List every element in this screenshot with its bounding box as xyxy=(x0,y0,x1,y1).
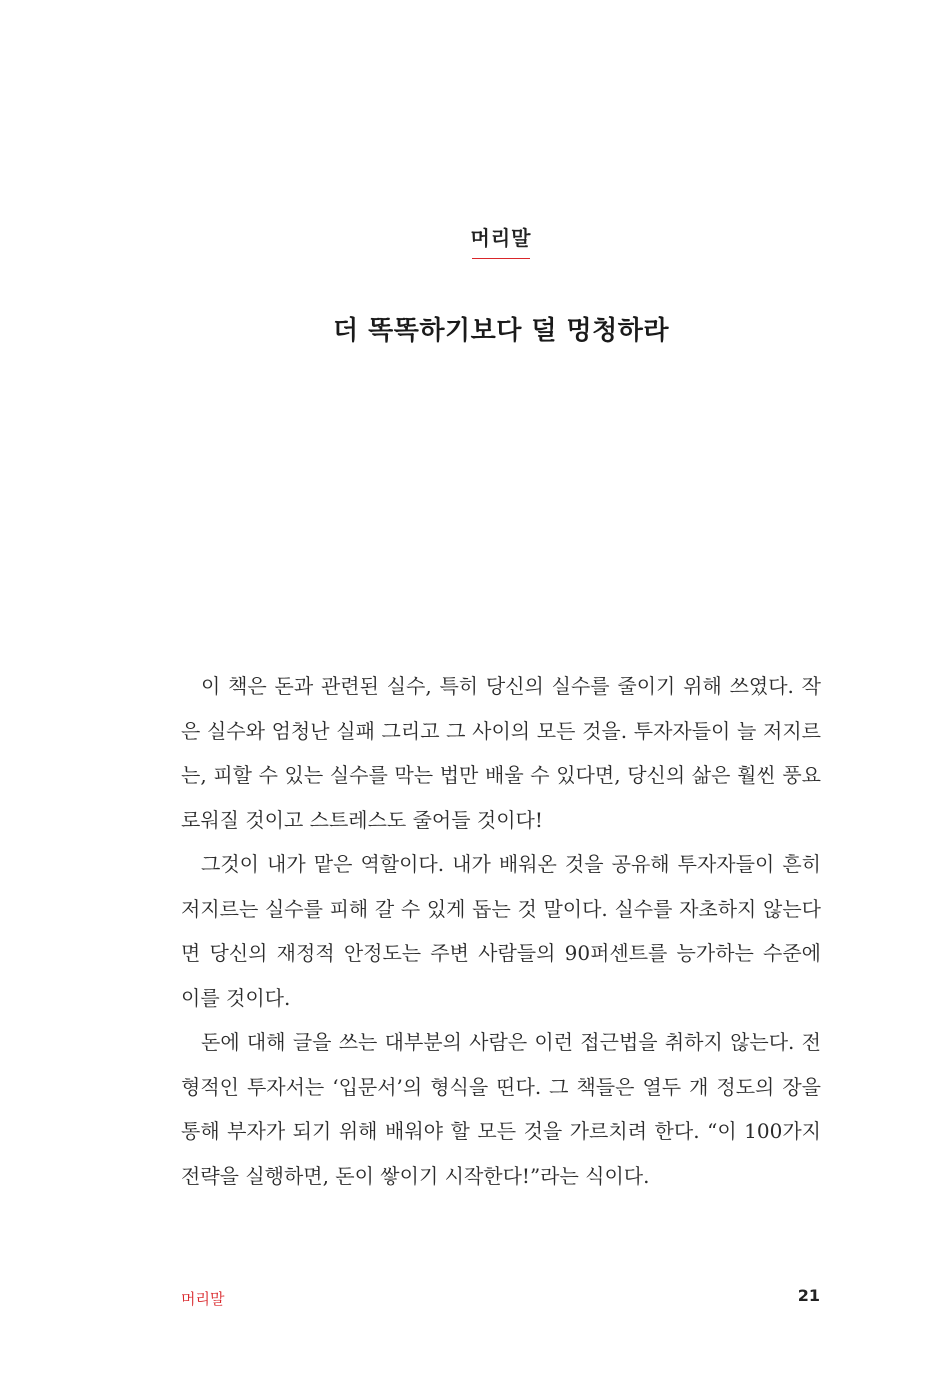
chapter-title: 더 똑똑하기보다 덜 멍청하라 xyxy=(332,316,670,346)
section-divider xyxy=(472,258,530,259)
paragraph-2: 그것이 내가 맡은 역할이다. 내가 배워온 것을 공유해 투자자들이 흔히 저지르는 실수를 피해 갈 수 있게 돕는 것 말이다. 실수를 자초하지 않는다면 당신의 재정적 안정도는 주변 사람들의 90퍼센트를 능가하는 수준에 이를 것이다. xyxy=(181,852,821,1010)
page-number: 21 xyxy=(797,1286,820,1305)
body-text xyxy=(181,664,821,1198)
paragraph-1: 이 책은 돈과 관련된 실수, 특히 당신의 실수를 줄이기 위해 쓰였다. 작은 실수와 엄청난 실패 그리고 그 사이의 모든 것을. 투자자들이 늘 저지르는, 피할 수 있는 실수를 막는 법만 배울 수 있다면, 당신의 삶은 훨씬 풍요로워질 것이고 스트레스도 줄어들 것이다! xyxy=(181,674,821,832)
paragraph-3: 돈에 대해 글을 쓰는 대부분의 사람은 이런 접근법을 취하지 않는다. 전형적인 투자서는 ‘입문서’의 형식을 띤다. 그 책들은 열두 개 정도의 장을 통해 부자가 되기 위해 배워야 할 모든 것을 가르치려 한다. “이 100가지 전략을 실행하면, 돈이 쌓이기 시작한다!”라는 식이다. xyxy=(181,1030,821,1188)
running-head: 머리말 xyxy=(181,1290,225,1308)
section-label: 머리말 xyxy=(470,226,532,250)
